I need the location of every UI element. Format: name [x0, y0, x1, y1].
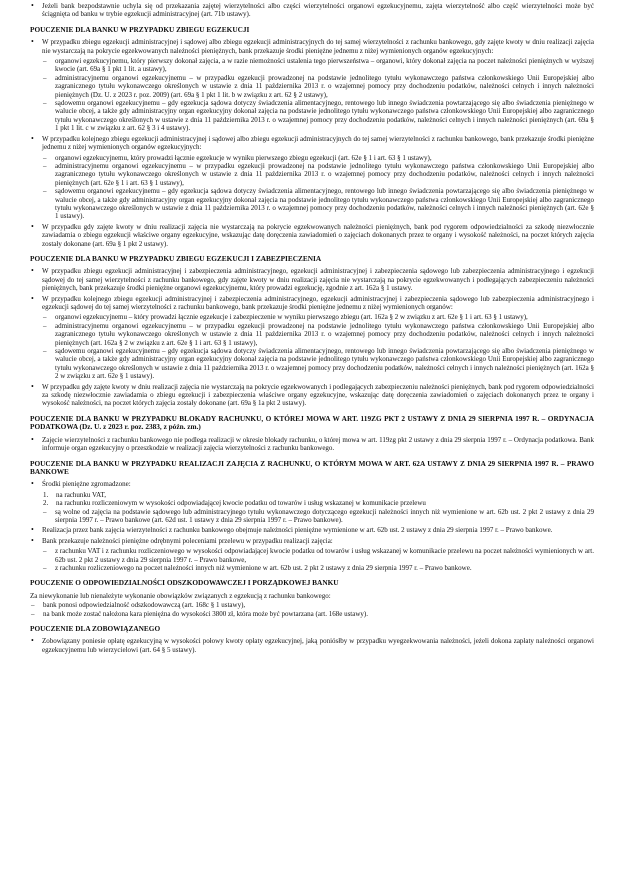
s4-bullet-2: • Realizacja przez bank zajęcia wierzytelności z rachunku bankowego obejmuje należności pieniężne wymienione w art. 62b ust. 2 ustawy z dnia 29 sierpnia 1997 r. – Prawo bankowe.	[30, 526, 594, 534]
s1-b1-item-1: – organowi egzekucyjnemu, który pierwszy dokonał zajęcia, a w razie niemożności ustalenia tego pierwszeństwa – organowi, który dokonał zajęcia na poczet należności pieniężnych w wyższej kwocie (art. 69a § 1 pkt 1 lit. a ustawy),	[43, 57, 594, 74]
s1-b1-item-3: – sądowemu organowi egzekucyjnemu – gdy egzekucja sądowa dotyczy świadczenia alimentacyjnego, rentowego lub innego świadczenia powtarzającego się albo świadczenia pieniężnego w walucie obcej, a także gdy administracyjny organ egzekucyjny dokonał zajęcia na podstawie jednolitego tytułu wykonawczego państwa członkowskiego Unii Europejskiej albo zagranicznego tytułu wykonawczego określonych w ustawie z dnia 11 października 2013 r. o wzajemnej pomocy przy dochodzeniu podatków, należności celnych i innych należności pieniężnych (art. 69a § 1 pkt 1 lit. c w związku z art. 62 § 3 i 4 ustawy).	[43, 99, 594, 133]
s2-b2-item-1: – organowi egzekucyjnemu – który prowadzi łącznie egzekucje i zabezpieczenie w wyniku pierwszego zbiegu (art. 162a § 2 w związku z art. 62e § 1 i art. 63 § 1 ustawy),	[43, 313, 594, 321]
section-title-zobowiazany: POUCZENIE DLA ZOBOWIĄZANEGO	[30, 624, 161, 633]
s1-b1-item-2: – administracyjnemu organowi egzekucyjnemu – w przypadku egzekucji prowadzonej na podstawie jednolitego tytułu wykonawczego państwa członkowskiego Unii Europejskiej albo zagranicznego tytułu wykonawczego określonych w ustawie z dnia 11 października 2013 r. o wzajemnej pomocy przy dochodzeniu podatków, należności celnych i innych należności pieniężnych (Dz. U. z 2023 r. poz. 2009) (art. 69a § 1 pkt 1 lit. b w związku z art. 62 § 2 ustawy),	[43, 74, 594, 99]
s4-bullet-1: • Środki pieniężne zgromadzone:	[30, 480, 594, 488]
s5-item-1: – bank ponosi odpowiedzialność odszkodowawczą (art. 168c § 1 ustawy),	[31, 601, 594, 609]
intro-bullet: • Jeżeli bank bezpodstawnie uchyla się od przekazania zajętej wierzytelności albo części wierzytelności organowi egzekucyjnemu, zajęta wierzytelność albo część wierzytelności może być ściągnięta od banku w trybie egzekucji administracyjnej (art. 71b ustawy).	[30, 2, 594, 19]
section-title-rachunek-vat: POUCZENIE DLA BANKU W PRZYPADKU REALIZACJI ZAJĘCIA Z RACHUNKU, O KTÓRYM MOWA W ART. 62A USTAWY Z DNIA 29 SIERPNIA 1997 R. – PRAWO BANKOWE	[30, 458, 594, 476]
s3-bullet-1: • Zajęcie wierzytelności z rachunku bankowego nie podlega realizacji w okresie blokady rachunku, o której mowa w art. 119zg pkt 2 ustawy z dnia 29 sierpnia 1997 r. – Ordynacja podatkowa. Bank informuje organ egzekucyjny o przeszkodzie w realizacji zajęcia wierzytelności z rachunku bankowego.	[30, 436, 594, 453]
section-title-odpowiedzialnosc-banku: POUCZENIE O ODPOWIEDZIALNOŚCI ODSZKODOWAWCZEJ I PORZĄDKOWEJ BANKU	[30, 578, 339, 588]
s1-bullet-2: • W przypadku kolejnego zbiegu egzekucji administracyjnej i sądowej albo zbiegu egzekucji administracyjnych do tej samej wierzytelności z rachunku bankowego, bank przekazuje środki pieniężne jednemu z niżej wymienionych organów egzekucyjnych:	[30, 135, 594, 152]
s1-b2-item-3: – sądowemu organowi egzekucyjnemu – gdy egzekucja sądowa dotyczy świadczenia alimentacyjnego, rentowego lub innego świadczenia powtarzającego się albo świadczenia pieniężnego w walucie obcej, a także gdy administracyjny organ egzekucyjny dokonał zajęcia na podstawie jednolitego tytułu wykonawczego państwa członkowskiego Unii Europejskiej albo zagranicznego tytułu wykonawczego określonych w ustawie z dnia 11 października 2013 r. o wzajemnej pomocy przy dochodzeniu podatków, należności celnych i innych należności pieniężnych (art. 62e § 1 ustawy).	[43, 187, 594, 221]
s1-b2-item-2: – administracyjnemu organowi egzekucyjnemu – w przypadku egzekucji prowadzonej na podstawie jednolitego tytułu wykonawczego państwa członkowskiego Unii Europejskiej albo zagranicznego tytułu wykonawczego określonych w ustawie z dnia 11 października 2013 r. o wzajemnej pomocy przy dochodzeniu podatków, należności celnych i innych należności pieniężnych (art. 62e § 1 i art. 63 § 1 ustawy),	[43, 162, 594, 187]
s4-num-item-2	[43, 499, 594, 507]
s4-num-item-2-number: 2.	[43, 499, 49, 508]
s1-bullet-1: • W przypadku zbiegu egzekucji administracyjnej i sądowej albo zbiegu egzekucji administracyjnych do tej samej wierzytelności z rachunku bankowego, gdy zajęte kwoty w dniu realizacji zajęcia nie wystarczają na pokrycie egzekwowanych należności pieniężnych, bank przekazuje środki pieniężne jednemu z niżej wymienionych organów egzekucyjnych:	[30, 38, 594, 55]
s6-bullet-1: • Zobowiązany poniesie opłatę egzekucyjną w wysokości połowy kwoty opłaty egzekucyjnej, jaką poniósłby w przypadku wyegzekwowania należności, jeżeli dokona zapłaty należności organowi egzekucyjnemu lub wierzycielowi (art. 64 § 5 ustawy).	[30, 637, 594, 654]
s2-b2-item-2: – administracyjnemu organowi egzekucyjnemu – w przypadku egzekucji prowadzonej na podstawie jednolitego tytułu wykonawczego państwa członkowskiego Unii Europejskiej albo zagranicznego tytułu wykonawczego określonych w ustawie z dnia 11 października 2013 r. o wzajemnej pomocy przy dochodzeniu podatków, należności celnych i innych należności pieniężnych (art. 162a § 2 w związku z art. 62e § 1 i art. 63 § 1 ustawy),	[43, 322, 594, 347]
section-title-blokada-rachunku: POUCZENIE DLA BANKU W PRZYPADKU BLOKADY RACHUNKU, O KTÓREJ MOWA W ART. 119ZG PKT 2 USTAWY Z DNIA 29 SIERPNIA 1997 R. – ORDYNACJA PODATKOWA (Dz. U. z 2023 r. poz. 2383, z późn. zm.)	[30, 413, 594, 432]
s1-b2-item-1: – organowi egzekucyjnemu, który prowadzi łącznie egzekucje w wyniku pierwszego zbiegu egzekucji (art. 62e § 1 i art. 63 § 1 ustawy),	[43, 154, 594, 162]
s4-num-item-1	[43, 491, 594, 499]
s4-bullet-3: • Bank przekazuje należności pieniężne odrębnymi poleceniami przelewu w przypadku realizacji zajęcia:	[30, 537, 594, 545]
s4-b1-dash: – są wolne od zajęcia na podstawie sądowego lub administracyjnego tytułu wykonawczego dotyczącego egzekucji należności innych niż wymienione w art. 62b ust. 2 pkt 2 ustawy z dnia 29 sierpnia 1997 r. – Prawo bankowe (art. 62d ust. 1 ustawy z dnia 29 sierpnia 1997 r. – Prawo bankowe).	[43, 508, 594, 525]
s2-bullet-2: • W przypadku kolejnego zbiegu egzekucji administracyjnej i zabezpieczenia administracyjnego, egzekucji administracyjnej i zabezpieczenia sądowego lub zabezpieczenia administracyjnego i egzekucji sądowej do tej samej wierzytelności z rachunku bankowego, bank przekazuje środki pieniężne jednemu z niżej wymienionych organów:	[30, 295, 594, 312]
s4-num-item-1-text: na rachunku VAT,	[56, 490, 106, 499]
s1-bullet-3: • W przypadku gdy zajęte kwoty w dniu realizacji zajęcia nie wystarczają na pokrycie egzekwowanych należności pieniężnych, bank pod rygorem odpowiedzialności za szkodę niezwłocznie zawiadamia o zbiegu egzekucji właściwe organy egzekucyjne, wskazując datę doręczenia zawiadomień o zajęciach dokonanych przez te organy i wysokość należności, na poczet których zajęcia zostały dokonane (art. 69a § 1 pkt 2 ustawy).	[30, 223, 594, 248]
section-title-zbieg-egzekucji: POUCZENIE DLA BANKU W PRZYPADKU ZBIEGU EGZEKUCJI	[30, 24, 250, 34]
s2-bullet-3: • W przypadku gdy zajęte kwoty w dniu realizacji zajęcia nie wystarczają na pokrycie egzekwowanych i podlegających zabezpieczeniu należności pieniężnych, bank pod rygorem odpowiedzialności za szkodę niezwłocznie zawiadamia o zbiegu egzekucji i zabezpieczenia właściwe organy egzekucyjne, wskazując datę doręczenia zawiadomień o zajęciach dokonanych przez te organy i wysokość należności, na poczet których zajęcia zostały dokonane (art. 69a § 1a pkt 2 ustawy).	[30, 383, 594, 408]
s4-num-item-2-text: na rachunku rozliczeniowym w wysokości odpowiadającej kwocie podatku od towarów i usług wskazanej w komunikacie przelewu	[56, 499, 426, 508]
s2-bullet-1: • W przypadku zbiegu egzekucji administracyjnej i zabezpieczenia administracyjnego, egzekucji administracyjnej i zabezpieczenia sądowego lub zabezpieczenia administracyjnego i egzekucji sądowej do tej samej wierzytelności z rachunku bankowego, gdy zajęte kwoty w dniu realizacji zajęcia nie wystarczają na pokrycie egzekwowanych i podlegających zabezpieczeniu należności pieniężnych, bank przekazuje środki pieniężne organowi egzekucyjnemu, który prowadzi egzekucję, zgodnie z art. 162a § 1 ustawy.	[30, 267, 594, 292]
s2-b2-item-3: – sądowemu organowi egzekucyjnemu – gdy egzekucja sądowa dotyczy świadczenia alimentacyjnego, rentowego lub innego świadczenia powtarzającego się albo świadczenia pieniężnego w walucie obcej, a także gdy administracyjny organ egzekucyjny dokonał zajęcia na podstawie jednolitego tytułu wykonawczego państwa członkowskiego Unii Europejskiej albo zagranicznego tytułu wykonawczego określonych w ustawie z dnia 11 października 2013 r. o wzajemnej pomocy przy dochodzeniu podatków, należności celnych i innych należności pieniężnych (art. 162a § 2 w związku z art. 62e § 1 ustawy).	[43, 347, 594, 381]
s4-b3-item-2: – z rachunku rozliczeniowego na poczet należności innych niż wymienione w art. 62b ust. 2 pkt 2 ustawy z dnia 29 sierpnia 1997 r. – Prawo bankowe.	[43, 564, 594, 572]
section-title-zbieg-egzekucji-zabezpieczenia: POUCZENIE DLA BANKU W PRZYPADKU ZBIEGU EGZEKUCJI I ZABEZPIECZENIA	[30, 253, 322, 263]
s5-item-2: – na bank może zostać nałożona kara pieniężna do wysokości 3800 zł, która może być powtarzana (art. 168e ustawy).	[31, 610, 594, 618]
s4-num-item-1-number: 1.	[43, 490, 49, 499]
s5-intro: Za niewykonanie lub nienależyte wykonanie obowiązków związanych z egzekucją z rachunku bankowego:	[30, 591, 331, 600]
s4-b3-item-1: – z rachunku VAT i z rachunku rozliczeniowego w wysokości odpowiadającej kwocie podatku od towarów i usług wskazanej w komunikacie przelewu na poczet należności wymienionych w art. 62b ust. 2 pkt 2 ustawy z dnia 29 sierpnia 1997 r. – Prawo bankowe,	[43, 547, 594, 564]
